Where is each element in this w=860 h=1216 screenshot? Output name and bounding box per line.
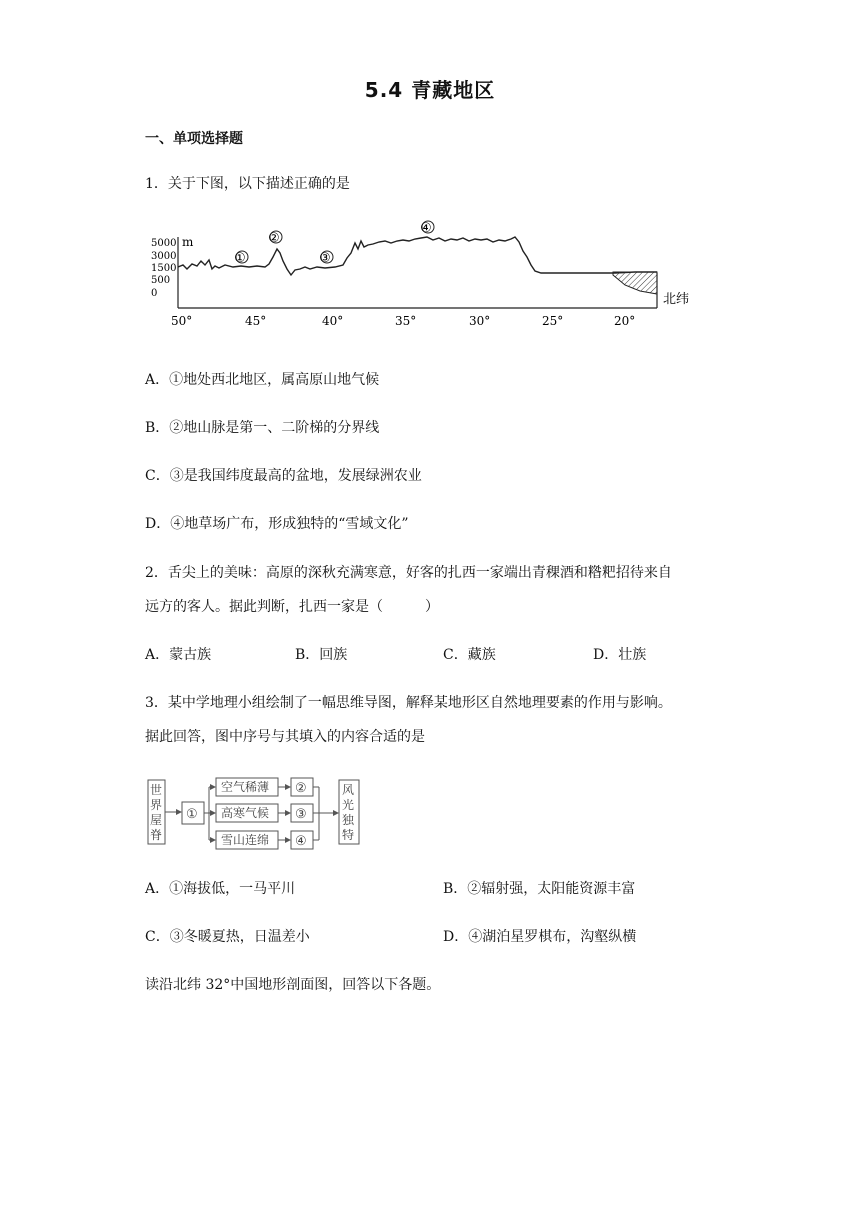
mindmap-right-char: 光 [342, 798, 355, 812]
mindmap-left-char: 世 [150, 783, 163, 797]
mindmap-right-char: 风 [342, 783, 355, 797]
mindmap-middle-label: 雪山连绵 [221, 833, 270, 847]
mindmap-right-char: 特 [342, 828, 355, 842]
mindmap-right-char: 独 [342, 813, 355, 827]
q2-option-b: B．回族 [295, 647, 348, 663]
question-2-stem-line1: 2．舌尖上的美味：高原的深秋充满寒意，好客的扎西一家端出青稞酒和糌粑招待来自 [145, 565, 672, 581]
q1-option-c: C．③是我国纬度最高的盆地，发展绿洲农业 [145, 468, 422, 484]
mindmap-middle-label: 空气稀薄 [221, 780, 270, 794]
q1-option-d: D．④地草场广布，形成独特的“雪域文化” [145, 516, 409, 532]
mindmap-left-char: 脊 [150, 828, 163, 842]
y-tick-label: 500 [151, 275, 171, 286]
y-tick-label: 0 [151, 288, 158, 299]
mindmap-center: ① [186, 807, 198, 822]
mind-map-figure [145, 775, 365, 850]
x-axis-label: 北纬 [663, 292, 690, 307]
mindmap-result: ③ [295, 807, 307, 822]
q2-option-d: D．壮族 [593, 647, 647, 663]
marker-4: ④ [420, 221, 432, 236]
question-2-stem-line2: 远方的客人。据此判断，扎西一家是（ ） [145, 599, 439, 615]
marker-1: ① [234, 251, 246, 266]
q2-option-c: C．藏族 [443, 647, 496, 663]
y-tick-label: 5000 [151, 238, 177, 249]
mindmap-left-char: 界 [150, 798, 163, 812]
x-tick-label: 45° [245, 314, 267, 328]
x-tick-label: 30° [469, 314, 491, 328]
mindmap-left-char: 屋 [150, 813, 163, 827]
q3-option-a: A．①海拔低，一马平川 [145, 881, 296, 897]
y-tick-label: 1500 [151, 263, 177, 274]
q1-option-a: A．①地处西北地区，属高原山地气候 [145, 372, 380, 388]
y-tick-label: 3000 [151, 251, 177, 262]
q3-option-d: D．④湖泊星罗棋布，沟壑纵横 [443, 929, 637, 945]
closing-instruction: 读沿北纬 32°中国地形剖面图，回答以下各题。 [145, 977, 441, 993]
x-tick-label: 35° [395, 314, 417, 328]
page-title: 5.4 青藏地区 [364, 78, 496, 102]
mindmap-middle-label: 高寒气候 [221, 806, 270, 820]
x-tick-label: 20° [614, 314, 636, 328]
q1-option-b: B．②地山脉是第一、二阶梯的分界线 [145, 420, 380, 436]
question-3-stem-line1: 3．某中学地理小组绘制了一幅思维导图，解释某地形区自然地理要素的作用与影响。 [145, 695, 672, 711]
x-tick-label: 40° [322, 314, 344, 328]
marker-2: ② [268, 231, 280, 246]
x-tick-label: 50° [171, 314, 193, 328]
terrain-profile-line [178, 237, 657, 275]
q3-option-c: C．③冬暖夏热，日温差小 [145, 929, 310, 945]
x-tick-label: 25° [542, 314, 564, 328]
q2-option-a: A．蒙古族 [145, 647, 212, 663]
q3-option-b: B．②辐射强，太阳能资源丰富 [443, 881, 636, 897]
mindmap-result: ② [295, 781, 307, 796]
question-3-stem-line2: 据此回答，图中序号与其填入的内容合适的是 [145, 729, 425, 745]
marker-3: ③ [319, 251, 331, 266]
y-unit-label: m [182, 235, 194, 249]
question-1-stem: 1．关于下图，以下描述正确的是 [145, 176, 350, 192]
section-heading: 一、单项选择题 [145, 131, 243, 147]
sea-hatched-area [613, 272, 657, 294]
mindmap-result: ④ [295, 834, 307, 849]
terrain-profile-figure [145, 215, 705, 333]
